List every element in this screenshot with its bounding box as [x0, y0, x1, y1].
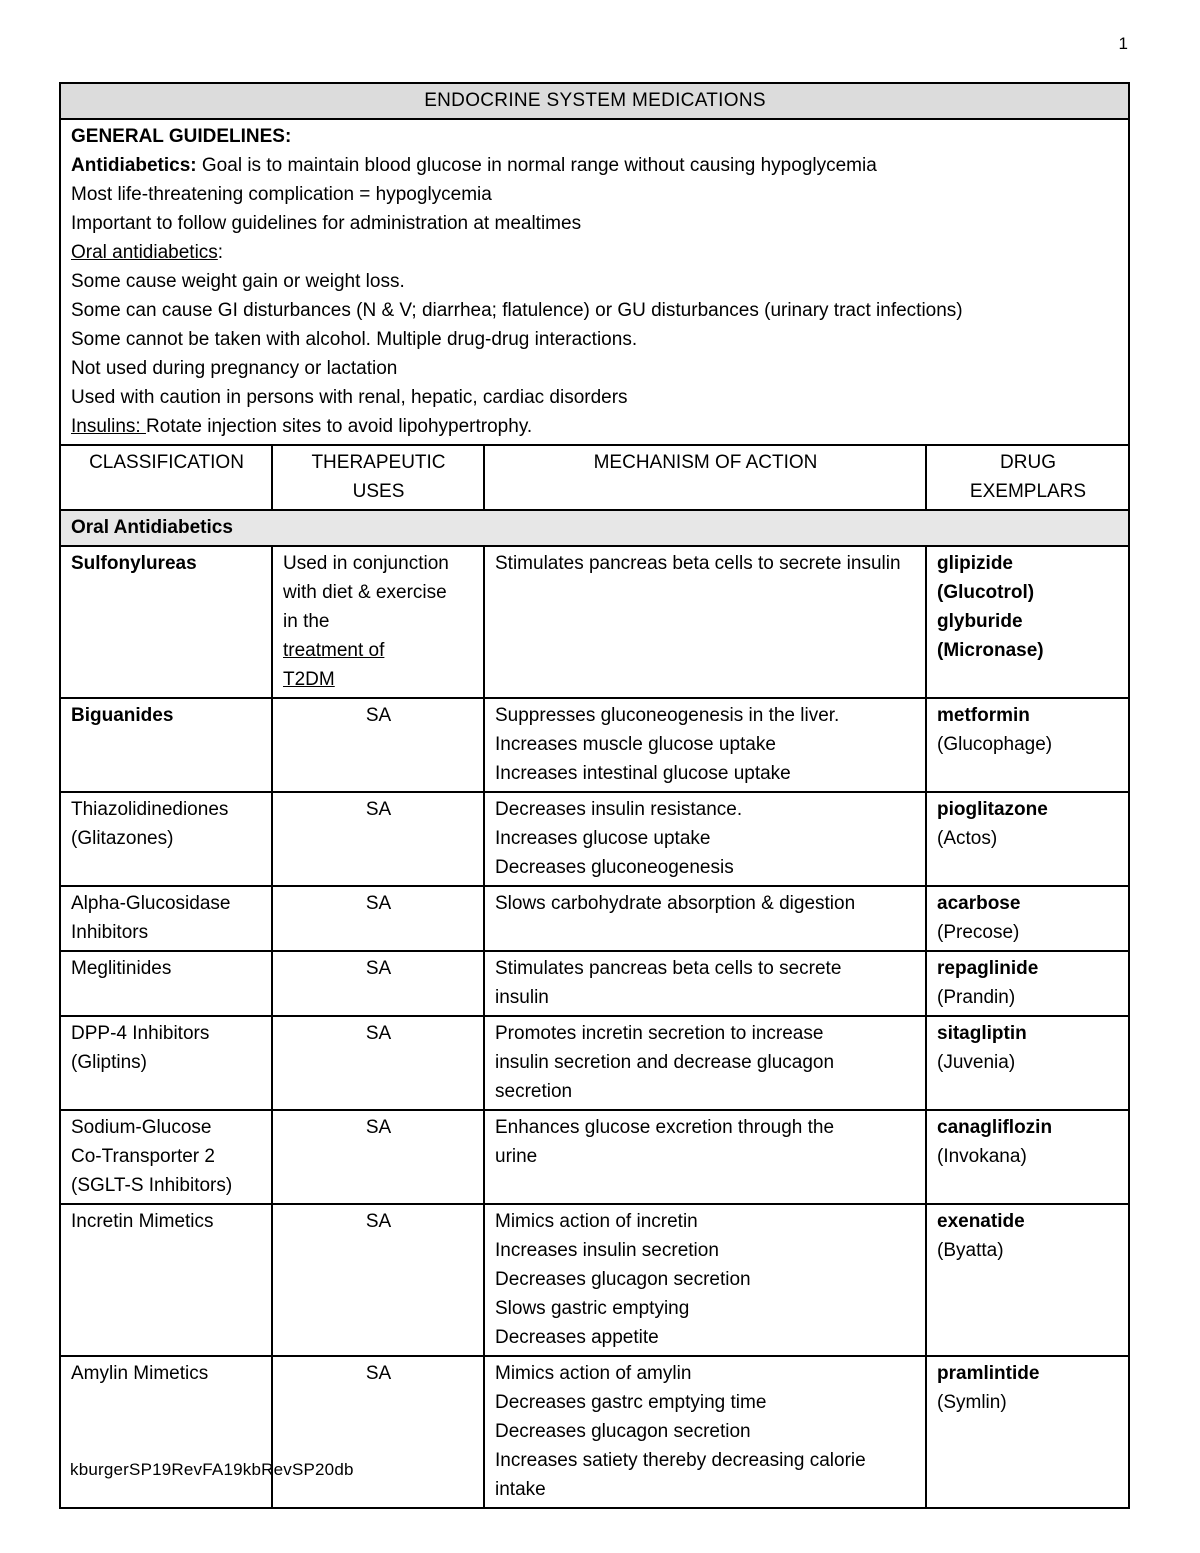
classification-line: (SGLT-S Inhibitors): [71, 1175, 233, 1196]
guideline-line: Most life-threatening complication = hypoglycemia: [71, 184, 492, 205]
antidiabetics-text: Goal is to maintain blood glucose in normal range without causing hypoglycemia: [196, 155, 877, 176]
drug-cell: [926, 792, 1129, 886]
mechanism-line: intake: [495, 1479, 546, 1500]
oral-antidiabetics-label: Oral antidiabetics: [71, 242, 218, 263]
mechanism-line: urine: [495, 1146, 538, 1167]
mechanism-line: Slows gastric emptying: [495, 1298, 690, 1319]
guideline-antidiabetics: [71, 151, 1119, 180]
drug-name: exenatide: [937, 1211, 1025, 1232]
table-row: [60, 1204, 1129, 1356]
classification-cell: Sulfonylureas: [60, 546, 272, 698]
drug-name: acarbose: [937, 893, 1021, 914]
guideline-line: Important to follow guidelines for administration at mealtimes: [71, 213, 582, 234]
mechanism-cell: [484, 951, 926, 1016]
drug-cell: [926, 1110, 1129, 1204]
table-row: [60, 1356, 1129, 1508]
classification-line: Thiazolidinediones: [71, 799, 229, 820]
drug-cell: [926, 698, 1129, 792]
drug-name: sitagliptin: [937, 1023, 1027, 1044]
drug-cell: [926, 1016, 1129, 1110]
mechanism-line: Increases intestinal glucose uptake: [495, 763, 791, 784]
guideline-line: Some cannot be taken with alcohol. Multiple drug-drug interactions.: [71, 329, 638, 350]
mechanism-line: Promotes incretin secretion to increase: [495, 1023, 824, 1044]
drug-brand: (Actos): [937, 828, 998, 849]
classification-line: Alpha-Glucosidase: [71, 893, 231, 914]
mechanism-cell: [484, 792, 926, 886]
drug-brand: (Precose): [937, 922, 1020, 943]
guideline-lines-b: [71, 267, 1119, 412]
classification-line: (Gliptins): [71, 1052, 148, 1073]
header-therapeutic-uses: THERAPEUTIC USES: [272, 445, 484, 510]
therapeutic-uses-cell: SA: [272, 951, 484, 1016]
medications-table: [59, 82, 1130, 1509]
drug-brand: (Glucophage): [937, 734, 1053, 755]
table-row: [60, 546, 1129, 698]
table-row: [60, 1016, 1129, 1110]
classification-cell: [60, 1016, 272, 1110]
classification-line: Meglitinides: [71, 958, 172, 979]
drug-name: pioglitazone: [937, 799, 1048, 820]
drug-brand: (Prandin): [937, 987, 1016, 1008]
drug-line: (Micronase): [937, 640, 1044, 661]
drug-brand: (Invokana): [937, 1146, 1027, 1167]
mechanism-cell: [484, 698, 926, 792]
mechanism-line: Increases muscle glucose uptake: [495, 734, 776, 755]
classification-line: Amylin Mimetics: [71, 1363, 209, 1384]
uses-line: with diet & exercise: [283, 582, 447, 603]
classification-line: Inhibitors: [71, 922, 149, 943]
mechanism-line: Decreases insulin resistance.: [495, 799, 743, 820]
drug-name: pramlintide: [937, 1363, 1040, 1384]
uses-line: T2DM: [283, 669, 335, 690]
drug-cell: [926, 951, 1129, 1016]
guideline-insulins: [71, 412, 1119, 441]
drug-brand: (Juvenia): [937, 1052, 1016, 1073]
mechanism-line: Increases satiety thereby decreasing calorie: [495, 1450, 866, 1471]
header-drug-exemplars: [926, 445, 1129, 510]
guideline-line: Some cause weight gain or weight loss.: [71, 271, 405, 292]
column-header-row: [60, 445, 1129, 510]
uses-line: [283, 607, 474, 665]
drug-cell: [926, 1204, 1129, 1356]
mechanism-line: Suppresses gluconeogenesis in the liver.: [495, 705, 840, 726]
therapeutic-uses-cell: SA: [272, 698, 484, 792]
classification-cell: [60, 1204, 272, 1356]
mechanism-line: Mimics action of amylin: [495, 1363, 692, 1384]
drug-line: glyburide: [937, 611, 1023, 632]
classification-line: DPP-4 Inhibitors: [71, 1023, 210, 1044]
guideline-line: Some can cause GI disturbances (N & V; diarrhea; flatulence) or GU disturbances (urinary tract infections): [71, 300, 963, 321]
mechanism-line: insulin: [495, 987, 549, 1008]
mechanism-cell: [484, 1356, 926, 1508]
uses-plain-text: in the: [283, 611, 330, 632]
header-drug-line2: EXEMPLARS: [969, 481, 1087, 502]
oral-label-suffix: :: [217, 242, 224, 263]
therapeutic-uses-cell: SA: [272, 1204, 484, 1356]
classification-cell: [60, 698, 272, 792]
drug-name: metformin: [937, 705, 1030, 726]
guideline-line: Not used during pregnancy or lactation: [71, 358, 398, 379]
uses-underlined-text: treatment of: [283, 640, 385, 661]
mechanism-cell: [484, 1204, 926, 1356]
footer-revision: kburgerSP19RevFA19kbRevSP20db: [70, 1460, 354, 1479]
mechanism-line: Stimulates pancreas beta cells to secrete: [495, 958, 842, 979]
classification-line: Incretin Mimetics: [71, 1211, 214, 1232]
classification-cell: [60, 886, 272, 951]
drug-line: glipizide: [937, 553, 1013, 574]
table-row: [60, 951, 1129, 1016]
classification-cell: [60, 1110, 272, 1204]
mechanism-line: insulin secretion and decrease glucagon: [495, 1052, 835, 1073]
classification-cell: [60, 951, 272, 1016]
document-title: ENDOCRINE SYSTEM MEDICATIONS: [60, 83, 1129, 119]
mechanism-line: Decreases gluconeogenesis: [495, 857, 734, 878]
table-row: [60, 886, 1129, 951]
antidiabetics-label: Antidiabetics:: [71, 155, 197, 176]
insulins-text: Rotate injection sites to avoid lipohypertrophy.: [145, 416, 533, 437]
mechanism-line: Enhances glucose excretion through the: [495, 1117, 835, 1138]
table-row: [60, 698, 1129, 792]
header-classification: CLASSIFICATION: [60, 445, 272, 510]
mechanism-cell: [484, 1110, 926, 1204]
drug-cell: [926, 546, 1129, 698]
classification-line: Co-Transporter 2: [71, 1146, 215, 1167]
drug-brand: (Symlin): [937, 1392, 1007, 1413]
drug-name: repaglinide: [937, 958, 1039, 979]
table-row: [60, 792, 1129, 886]
guideline-lines-a: [71, 180, 1119, 238]
therapeutic-uses-cell: SA: [272, 792, 484, 886]
classification-line: Biguanides: [71, 705, 174, 726]
drug-line: (Glucotrol): [937, 582, 1035, 603]
mechanism-line: Decreases glucagon secretion: [495, 1269, 751, 1290]
classification-line: Sodium-Glucose: [71, 1117, 212, 1138]
uses-line: Used in conjunction: [283, 553, 449, 574]
guidelines-heading: GENERAL GUIDELINES:: [71, 126, 292, 147]
therapeutic-uses-cell: SA: [272, 1110, 484, 1204]
header-drug-line1: DRUG: [1000, 452, 1056, 473]
general-guidelines: [60, 119, 1129, 445]
drug-name: canagliflozin: [937, 1117, 1053, 1138]
drug-cell: [926, 1356, 1129, 1508]
mechanism-line: Slows carbohydrate absorption & digestion: [495, 893, 856, 914]
mechanism-cell: [484, 886, 926, 951]
mechanism-line: Mimics action of incretin: [495, 1211, 698, 1232]
classification-line: (Glitazones): [71, 828, 174, 849]
mechanism-line: Decreases glucagon secretion: [495, 1421, 751, 1442]
therapeutic-uses-cell: SA: [272, 886, 484, 951]
mechanism-line: Decreases appetite: [495, 1327, 659, 1348]
drug-rows: [60, 698, 1129, 1508]
header-mechanism: MECHANISM OF ACTION: [484, 445, 926, 510]
drug-brand: (Byatta): [937, 1240, 1004, 1261]
therapeutic-uses-cell: SA: [272, 1356, 484, 1508]
insulins-label: Insulins:: [71, 416, 146, 437]
guideline-line: Used with caution in persons with renal, hepatic, cardiac disorders: [71, 387, 628, 408]
therapeutic-uses-cell: SA: [272, 1016, 484, 1110]
mechanism-line: Increases glucose uptake: [495, 828, 711, 849]
classification-cell: [60, 1356, 272, 1508]
page-number: 1: [1118, 34, 1128, 53]
table-row: [60, 1110, 1129, 1204]
drug-cell: [926, 886, 1129, 951]
section-oral-antidiabetics: Oral Antidiabetics: [60, 510, 1129, 546]
mechanism-line: Increases insulin secretion: [495, 1240, 719, 1261]
mechanism-line: Decreases gastrc emptying time: [495, 1392, 767, 1413]
classification-cell: [60, 792, 272, 886]
mechanism-cell: Stimulates pancreas beta cells to secrete insulin: [484, 546, 926, 698]
guideline-oral-heading: [71, 238, 1119, 267]
therapeutic-uses-cell: [272, 546, 484, 698]
mechanism-cell: [484, 1016, 926, 1110]
mechanism-line: secretion: [495, 1081, 573, 1102]
